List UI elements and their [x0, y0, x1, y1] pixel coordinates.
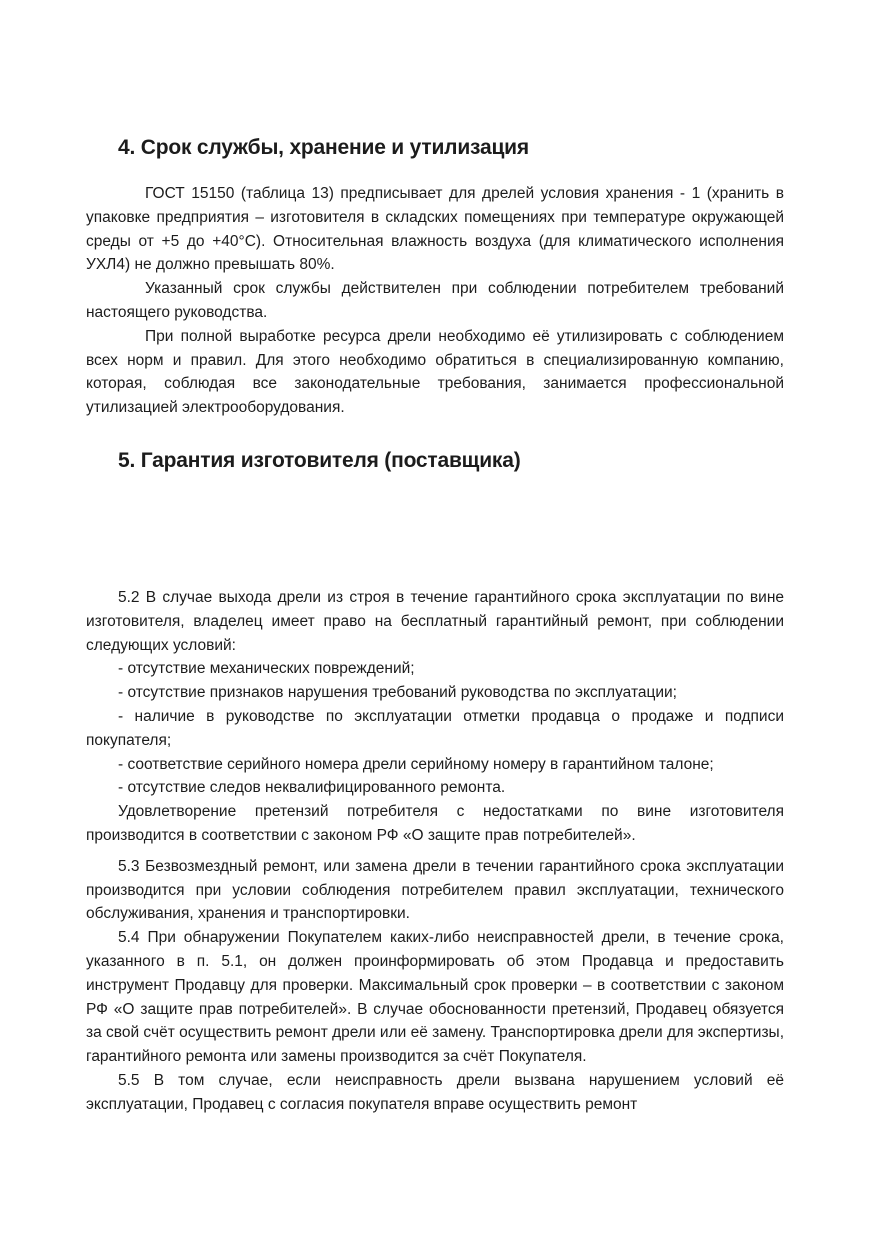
paragraph-5-2: 5.2 В случае выхода дрели из строя в течение гарантийного срока эксплуатации по вине изготовителя, владелец имеет право на бесплатный гарантийный ремонт, при соблюдении следующих условий:	[86, 589, 784, 654]
paragraph-storage-conditions: ГОСТ 15150 (таблица 13) предписывает для дрелей условия хранения - 1 (хранить в упаковке предприятия – изготовителя в складских помещениях при температуре окружающей среды от +5 до +40°C). Относительная влажность воздуха (для климатического исполнения УХЛ4) не должно превышать 80%.	[86, 185, 784, 274]
paragraph-5-3: 5.3 Безвозмездный ремонт, или замена дрели в течении гарантийного срока эксплуатации производится при условии соблюдения потребителем правил эксплуатации, технического обслуживания, хранения и транспортировки.	[86, 857, 784, 923]
paragraph-5-4: 5.4 При обнаружении Покупателем каких-либо неисправностей дрели, в течение срока, указанного в п. 5.1, он должен проинформировать об этом Продавца и предоставить инструмент Продавцу для проверки. Максимальный срок проверки – в соответствии с законом РФ «О защите прав потребителей». В случае обоснованности претензий, Продавец обязуется за свой счёт осуществить ремонт дрели или её замену. Транспортировка дрели для экспертизы, гарантийного ремонта или замены производится за счёт Покупателя.	[86, 929, 785, 1066]
section-4-heading: 4. Срок службы, хранение и утилизация	[118, 136, 529, 159]
list-item-no-unqualified-repair: - отсутствие следов неквалифицированного ремонта.	[118, 779, 506, 797]
list-item-no-violations: - отсутствие признаков нарушения требований руководства по эксплуатации;	[118, 684, 677, 702]
paragraph-claims: Удовлетворение претензий потребителя с недостатками по вине изготовителя производится в соответствии с законом РФ «О защите прав потребителей».	[86, 803, 784, 844]
list-item-no-damage: - отсутствие механических повреждений;	[118, 660, 415, 678]
paragraph-disposal: При полной выработке ресурса дрели необходимо её утилизировать с соблюдением всех норм и правил. Для этого необходимо обратиться в специализированную компанию, которая, соблюдая все законодательные требования, занимается профессиональной утилизацией электрооборудования.	[86, 327, 784, 417]
paragraph-5-5: 5.5 В том случае, если неисправность дрели вызвана нарушением условий её эксплуатации, Продавец с согласия покупателя вправе осуществить ремонт	[86, 1071, 784, 1113]
section-5-heading: 5. Гарантия изготовителя (поставщика)	[118, 449, 521, 472]
section-5-body	[86, 586, 784, 1117]
list-item-seller-mark: - наличие в руководстве по эксплуатации отметки продавца о продаже и подписи покупателя;	[86, 707, 784, 749]
paragraph-service-life: Указанный срок службы действителен при соблюдении потребителем требований настоящего руководства.	[86, 280, 784, 321]
list-item-serial-number: - соответствие серийного номера дрели серийному номеру в гарантийном талоне;	[118, 755, 714, 773]
section-4-body	[86, 182, 784, 420]
